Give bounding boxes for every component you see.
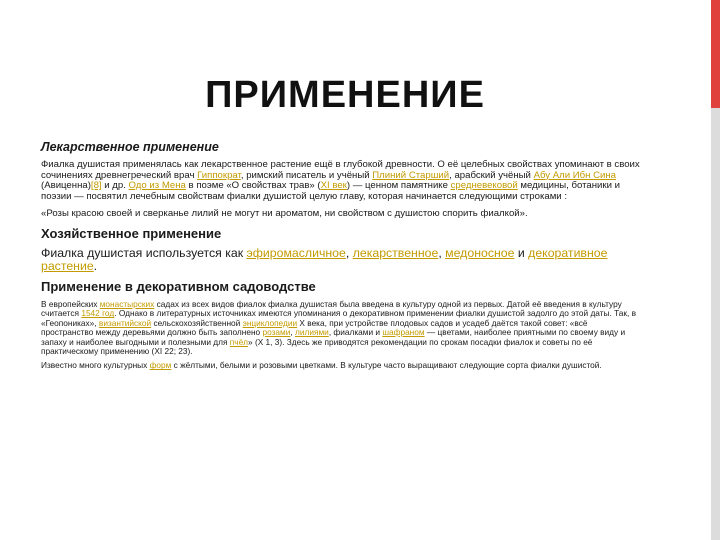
text-run: (Авиценна) <box>41 180 91 192</box>
accent-bar <box>711 0 720 108</box>
heading-medicinal-use: Лекарственное применение <box>41 140 219 154</box>
paragraph-economic-use <box>41 247 641 273</box>
text-run: , <box>438 245 446 260</box>
text-run: и др. <box>101 180 129 192</box>
text-run: Известно много культурных <box>41 360 150 371</box>
text-run: В европейских <box>41 298 100 309</box>
link-encyclopedia[interactable]: энциклопедии <box>242 317 298 328</box>
link-hippocrates[interactable]: Гиппократ <box>197 169 241 181</box>
link-forms[interactable]: форм <box>149 360 172 371</box>
text-run: медицины, ботаники и поэзии — посвятил лечебным свойствам фиалки душистой целую главу, которая начинается следующими строками : <box>41 180 620 202</box>
link-footnote-8[interactable]: [8] <box>90 180 102 192</box>
slide-content <box>41 140 641 376</box>
link-year-1542[interactable]: 1542 год <box>81 308 115 319</box>
text-run: , арабский учёный <box>449 169 534 181</box>
link-byzantine[interactable]: византийской <box>98 317 152 328</box>
paragraph-decorative-gardening <box>41 300 641 356</box>
link-essential-oil[interactable]: эфиромасличное <box>246 245 346 260</box>
link-roses[interactable]: розами <box>262 327 291 338</box>
link-medicinal[interactable]: лекарственное <box>352 245 439 260</box>
paragraph-medicinal-use <box>41 160 641 220</box>
text-run: — цветами, наиболее приятными по своему виду и запаху и наиболее выгодными и полезными для <box>41 327 626 347</box>
text-run: . <box>93 258 98 273</box>
link-odo-of-meung[interactable]: Одо из Мена <box>128 180 186 192</box>
text-run: » (Х 1, 3). Здесь же приводятся рекомендации по срокам посадки фиалок и советы по её практическому применению (XI 22; 23). <box>41 336 593 356</box>
link-monastic[interactable]: монастырских <box>99 298 155 309</box>
link-medieval[interactable]: средневековой <box>450 180 518 192</box>
text-run: Фиалка душистая применялась как лекарственное растение ещё в глубокой древности. О её целебных свойствах упоминают в своих сочинениях древнегреческий врач <box>41 159 640 181</box>
paragraph-cultivated-forms <box>41 361 641 370</box>
link-honey-plant[interactable]: медоносное <box>445 245 515 260</box>
text-run: сельскохозяйственной <box>151 317 243 328</box>
heading-decorative-gardening: Применение в декоративном садоводстве <box>41 278 316 294</box>
link-avicenna[interactable]: Абу Али Ибн Сина <box>533 169 617 181</box>
quote-poem: «Розы красою своей и сверканье лилий не могут ни ароматом, ни свойством с душистою спорить фиалкой». <box>41 208 528 220</box>
text-run: с жёлтыми, белыми и розовыми цветками. В культуре часто выращивают следующие сорта фиалки душистой. <box>171 360 602 371</box>
text-run: в поэме «О свойствах трав» ( <box>185 180 321 192</box>
heading-economic-use: Хозяйственное применение <box>41 225 222 241</box>
link-lilies[interactable]: лилиями <box>295 327 329 338</box>
slide-title: ПРИМЕНЕНИЕ <box>205 74 485 116</box>
text-run: и <box>514 245 529 260</box>
text-run: X века, при устройстве плодовых садов и усадеб даётся такой совет: «всё пространство между деревьями должно быть заполнено <box>41 317 588 338</box>
link-saffron[interactable]: шафраном <box>382 327 425 338</box>
link-ornamental-plant[interactable]: декоративное растение <box>41 245 608 273</box>
text-run: садах из всех видов фиалок фиалка душистая была введена в культуру одной из первых. Датой её введения в культуру считается <box>41 298 622 319</box>
text-run: , <box>345 245 353 260</box>
text-run: , фиалками и <box>328 327 383 338</box>
text-run: ) — ценном памятнике <box>346 180 451 192</box>
text-run: , <box>290 327 296 338</box>
text-run: Фиалка душистая используется как <box>41 245 247 260</box>
text-run: , римский писатель и учёный <box>240 169 373 181</box>
right-edge-rule <box>711 108 720 540</box>
link-pliny-the-elder[interactable]: Плиний Старший <box>372 169 450 181</box>
text-run: . Однако в литературных источниках имеются упоминания о декоративном применении фиалки душистой задолго до этой даты. Так, в «Геопониках», <box>41 308 637 328</box>
link-bees[interactable]: пчёл <box>229 336 249 347</box>
link-11th-century[interactable]: XI век <box>320 180 347 192</box>
